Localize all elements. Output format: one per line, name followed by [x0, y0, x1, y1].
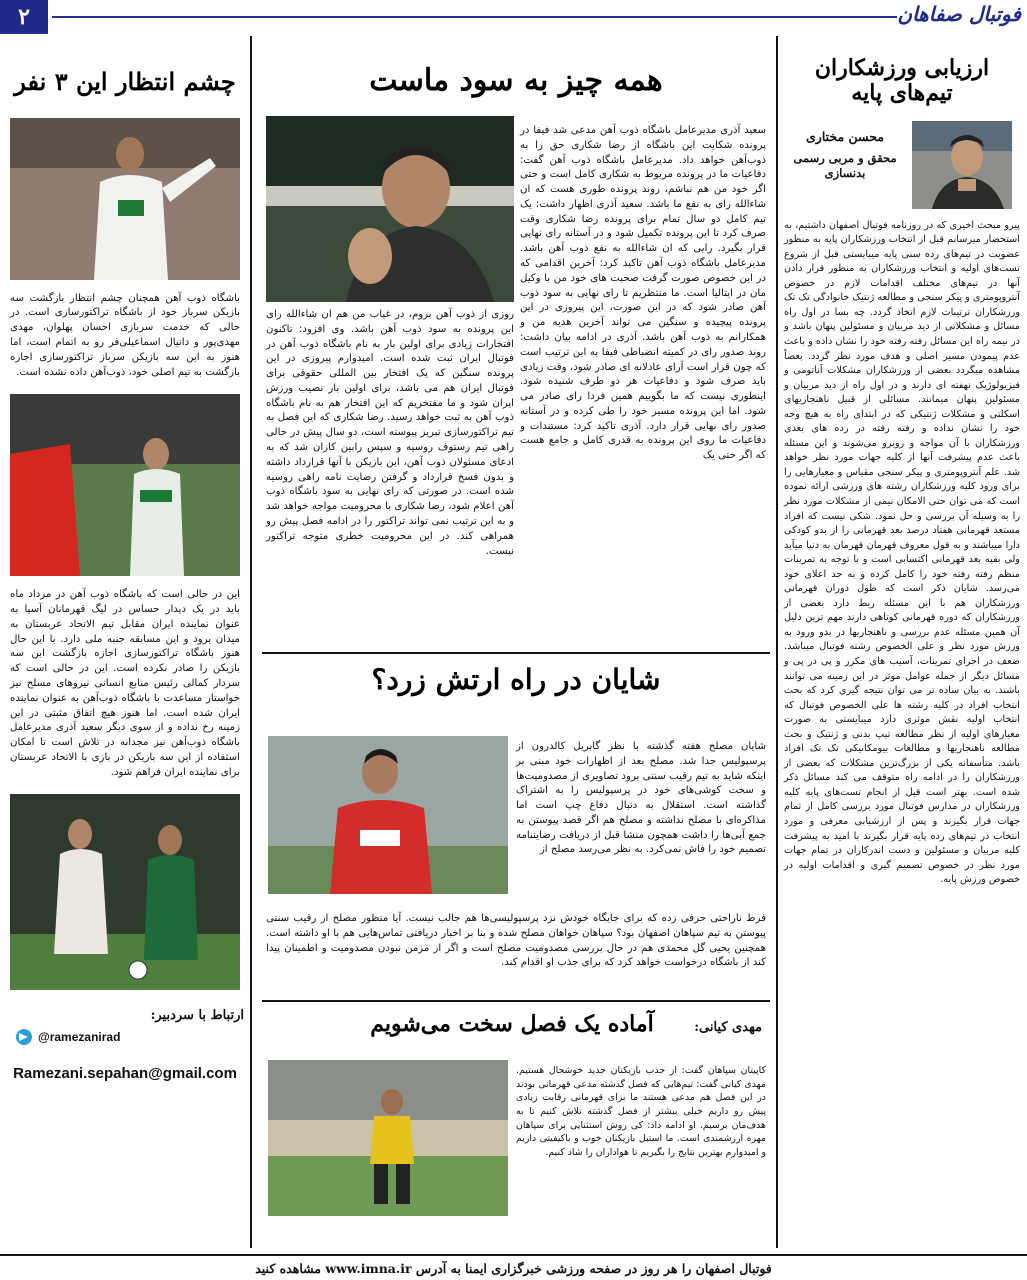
article1-text-right: سعید آذری مدیرعامل باشگاه ذوب آهن مدعی شد فیفا در پرونده شکایت این باشگاه از رضا شکاری حق را به ذوب‌آهن خواهد داد. مدیرعامل باشگاه ذوب آهن گفت: دفاعیات ما در پرونده مربوط به شکاری کامل است و حتی اگر خود من هم نباشم، روند پرونده طوری هست که ان شاءالله رای به نفع ما باشد. سعید آذری اظهار داشت: یک تیم کامل دو سال تمام برای پرونده رضا شکاری وقت صرف کرد تا این پرونده تکمیل شود و در آستانه رای نهایی قرار بگیرد. رایی که ان شاءالله به نفع ذوب آهن باشد. مدیرعامل باشگاه ذوب آهن تاکید کرد: آخرین اقدامی که در این خصوص صورت گرفت صحبت های خود من با وکیل مان در ایتالیا است. ما منتظریم تا رای نهایی به سود ذوب آهن صادر شود که در این صورت، این پیروزی در این پرونده پیچیده و سنگین می تواند آخرین هدیه من و همکارانم به ذوب آهن باشد. آذری در ادامه بیان داشت: روند صدور رای در کمیته انضباطی فیفا به این ترتیب است که چون قرار است آرای عادلانه ای صادر شود، وقت زیادی باید صرف شود و دفاعیات هر دو طرف شنیده شود. اینطوری نیست که ما بگوییم همین فردا رای صادر می شود. اما این پرونده مسیر خود را طی کرده و در آستانه صدور رای نهایی قرار دارد. آذری تاکید کرد: مستندات و دفاعیات ما روی این پرونده به قدری کامل و جامع هست که اگر حتی یک	[520, 125, 766, 462]
article2-photo	[268, 736, 508, 894]
contact-title: ارتباط با سردبیر:	[150, 1008, 244, 1024]
author-role: محقق و مربی رسمی بدنسازی	[793, 150, 897, 181]
page-header	[0, 0, 1027, 34]
editor-email[interactable]: Ramezani.sepahan@gmail.com	[13, 1065, 237, 1083]
section-divider-2	[262, 1000, 770, 1002]
left-photo-players-3	[10, 794, 240, 990]
masthead-logo: فوتبال صفاهان	[897, 2, 1021, 26]
left-photo-player-2	[10, 394, 240, 576]
article2-headline: شایان در راه ارتش زرد؟	[371, 663, 661, 696]
article1-photo	[266, 116, 514, 302]
right-article-body: پیرو مبحث اخیری که در روزنامه فوتبال اصفهان داشتیم، به استحضار میرسانم قبل از انتخاب ورزشکاران پایه به منظور عضویت در تیم‌های رده سنی پایه میبایستی قبل از شروع تست‌های اولیه و انتخاب ورزشکاران به منظور قرار دادن آنها در تیم‌های مختلف اقدامات لازم در خصوص آنتروپومتری و پیکر سنجی و مطالعه ژنتیک خانوادگی تک تک ورزشکاران ترتیبات لازم اتخاذ گردد. چه بسا در اول راه مسائل و مشکلاتی از دید مربیان و مسئولین پنهان باشد و در نیمه راه این مسائل رفته رفته خود را نشان داده و باعث عدم پیمودن مسیر اصلی و هدف مورد نظر گردد. بعضاً مشاهده میگردد بعضی از ورزشکاران مشکلات آناتومی و فیزیولوژیک نهفته ای دارند و در اول راه از دید مربیان و مسئولین پنهان میمانند. مسائلی از قبیل ناهنجاریهای اسکلتی و مشکلات ژنتیکی که در ابتدای راه به هیچ وجه خود را نشان نداده و رفته رفته در رده های بعدی ورزشکاران با آن مواجه و روبرو می‌شوند و این مسئله باعث عدم پیشرفت آنها از کلیه جهات مورد نظر خواهد شد. علم آنتروپومتری و پیکر سنجی مقیاس و معیارهایی را برای ورود کلیه ورزشکاران رشته های ورزشی ارائه نموده است که می توان حتی الامکان نیمی از مشکلات مورد نظر را به وسیله آن بررسی و حل نمود. شکی نیست که افراد مستعد قهرمانی هفتاد درصد بعد قهرمانی را از بدو کودکی دارا میباشند و به قول معروف قهرمان قهرمان به دنیا میآید ولی بقیه بعد قهرمانی اکتسابی است و با توجه به تمرینات منظم رفته رفته خود را کامل کرده و به حد اعلای خود می‌رسد. شایان ذکر است که طول دوران قهرمانی ورزشکاران هم با این مسئله ربط دارد بعضی از ورزشکاران که دوره قهرمانی کوتاهی دارند مهم ترین دلیل آن همین مسئله عدم بررسی و ناهنجاریها در بدو ورود به ورزش مورد نظر و علی الخصوص رشته فوتبال میباشد. ضعف در اجرای تمرینات، آسیب های مکرر و پی در پی و مسائل دیگر از جمله عوامل موثر در این زمینه می توانند باشند. به بیان ساده تر می توان نتیجه گیری کرد که بحث انتخاب افراد در کلیه رشته ها علی الخصوص فوتبال که انتخاب اولیه نقش موثری دارد میبایستی به صورت معیارهای اولیه از نظر مطالعه تیپ بدنی و ژنتیک و بحث مطالعه ناهنجاریها و مطالعات بیومکانیکی تک تک افراد باشد. متأسفانه یکی از بزرگ‌ترین مشکلات که بعضی از ورزشکاران را در ادامه راه متوقف می کند مسائل ذکر شده است. بهتر است قبل از انجام تست‌های پایه کلیه ورزشکاران در مدارس فوتبال مورد بررسی کامل از تمام جهات قرار بگیرند و پس از ارزشیابی معرفی و مورد انتخاب در تیم‌های رده پایه قرار بگیرند با امید به پیشرفت کلیه مربیان و مسئولین و دست اندرکاران در تمام جهات مورد نظر در خصوص تصمیم گیری و اقدامات اولیه در خصوص ورزش پایه.	[784, 219, 1020, 886]
left-article-text-1: باشگاه ذوب آهن همچنان چشم انتظار بازگشت سه بازیکن سرباز خود از باشگاه تراکتورسازی است. در حالی که خدمت سربازی احسان پهلوان، مهدی مهدی‌پور و دانیال اسماعیلی‌فر رو به اتمام است، اما هنوز به این سه بازیکن سرباز تراکتورسازی اجازه بازگشت به تیم اصلی خود، ذوب‌آهن داده نشده است.	[10, 292, 240, 378]
left-photo-player-1	[10, 118, 240, 280]
contact-telegram[interactable]	[6, 1029, 244, 1045]
right-column-title: ارزیابی ورزشکاران تیم‌های پایه	[814, 55, 990, 107]
article3-photo	[268, 1060, 508, 1216]
article3-text-right: کاپیتان سپاهان گفت: از جذب بازیکنان جدید خوشحال هستیم. مهدی کیانی گفت: تیم‌هایی که فصل گذشته مدعی قهرمانی بودند در این فصل هم مدعی هستند ما برای قهرمانی رقابت زیادی پیش رو داریم خیلی بیشتر از فصل گذشته تلاش کنیم تا به هدف‌مان برسیم. او ادامه داد: کی روش استثنایی برای سپاهان مهره ارزشمندی است. ما استیل بازیکنان خوب و باکیفیتی داریم و امیدوارم بهترین نتایج را بگیریم تا هواداران را شاد کنیم.	[516, 1065, 766, 1158]
header-rule	[52, 16, 897, 18]
left-column	[6, 44, 244, 1082]
author-photo	[912, 121, 1012, 209]
left-article-text-2: این در حالی است که باشگاه ذوب آهن در مرداد ماه باید در یک دیدار حساس در لیگ قهرمانان آسیا به عنوان نماینده ایران مقابل تیم الاتحاد عربستان به میدان برود و این مسابقه جنبه ملی دارد. با این حال هنوز باشگاه تراکتورسازی اجازه بازگشت این سه بازیکن را صادر نکرده است. این در حالی است که سردار کمالی رئیس منابع انسانی نیروهای مسلح نیز خواستار مساعدت با باشگاه ذوب‌آهن به عنوان نماینده ایران شده است. اما هنوز هیچ اتفاق مثبتی در این زمینه رخ نداده و از سوی دیگر سعید آذری مدیرعامل باشگاه ذوب‌آهن نیز مجدانه در تلاش است تا امکان استفاده از این سه بازیکن در بازی با الاتحاد عربستان برای نماینده ایران فراهم شود.	[10, 589, 240, 778]
telegram-handle[interactable]: @ramezanirad	[38, 1030, 121, 1045]
author-block	[784, 119, 1020, 211]
article2-text-right: شایان مصلح هفته گذشته با نظر گابریل کالدرون از پرسپولیس جدا شد. مصلح بعد از اظهارات خود مبنی بر اینکه شاید به تیم رقیب سنتی برود تصاویری از مصدومیت‌ها و سخت کوشی‌های خود در پرسپولیس را به اشتراک گذاشته است. استقلال به دنبال دفاع چپ است اما مذاکره‌ای با مصلح نداشته و مصلح هم اگر قصد پیوستن به جمع آبی‌ها را داشت همچون منشا قبل از دریافت رضایتنامه تصمیم خود را فاش نمی‌کرد. به نظر می‌رسد مصلح از	[516, 741, 766, 856]
page-number: ۲	[0, 0, 48, 34]
article1-text-left: روزی از ذوب آهن بروم، در غیاب من هم ان شاءالله رای این پرونده به سود ذوب آهن باشد. وی افزود: تاکنون افتخارات زیادی برای اولین بار به نام باشگاه ذوب آهن در فوتبال ایران ثبت شده است. امیدوارم پیروزی در این پرونده سنگین که یک افتخار بین المللی حقوقی برای فوتبال ایران هم می باشد، برای اولین بار نصیب ورزش ایران شود و ما مفتخریم که این افتخار هم به نام باشگاه ذوب آهن به ثبت خواهد رسید. رضا شکاری که این فصل به تیم تراکتورسازی تبریز پیوسته است، دو سال پیش در حالی راهی تیم رستوف روسیه و سپس رابین کازان شد که به ادعای مسئولان ذوب آهن، این بازیکن با آنها قرارداد داشته و بدون فسخ قرارداد و گرفتن رضایت نامه راهی روسیه شده است. در صورتی که رای نهایی به سود باشگاه ذوب آهن اعلام شود، رضا شکاری با محرومیت مواجه خواهد شد و به این ترتیب نمی تواند تراکتور را در ادامه فصل پیش رو همراهی کند. در این محرومیت خطری متوجه تراکتور نیست.	[266, 309, 514, 557]
page-footer: فوتبال اصفهان را هر روز در صفحه ورزشی خبرگزاری ایمنا به آدرس www.imna.ir مشاهده کنید	[0, 1254, 1027, 1280]
column-divider-right	[776, 36, 778, 1248]
article3-headline: آماده یک فصل سخت می‌شویم	[370, 1011, 654, 1037]
left-column-title: چشم انتظار این ۳ نفر	[14, 67, 236, 96]
article1-headline: همه چیز به سود ماست	[369, 63, 663, 98]
right-column	[784, 44, 1020, 888]
column-divider-left	[250, 36, 252, 1248]
telegram-icon	[16, 1029, 32, 1045]
article3-byline: مهدی کیانی:	[694, 1020, 762, 1035]
author-name: محسن مختاری	[806, 128, 884, 144]
article2-text-full: فرط ناراحتی حرفی زده که برای جایگاه خودش نزد پرسپولیسی‌ها هم جالب نیست. آیا منظور مصلح از رقیب سنتی پیوستن به تیم سپاهان اصفهان بود؟ سپاهان خواهان مصلح شده و بنا بر اخبار دریافتی تماس‌هایی هم با او داشته است. همچنین یحیی گل محمدی هم در حال بررسی مصدومیت مصلح است و اگر از مزمن نبودن مصدومیت و اطمینان پیدا کند از باشگاه درخواست خواهد کرد که برای جذب او اقدام کند.	[266, 913, 766, 969]
section-divider-1	[262, 652, 770, 654]
